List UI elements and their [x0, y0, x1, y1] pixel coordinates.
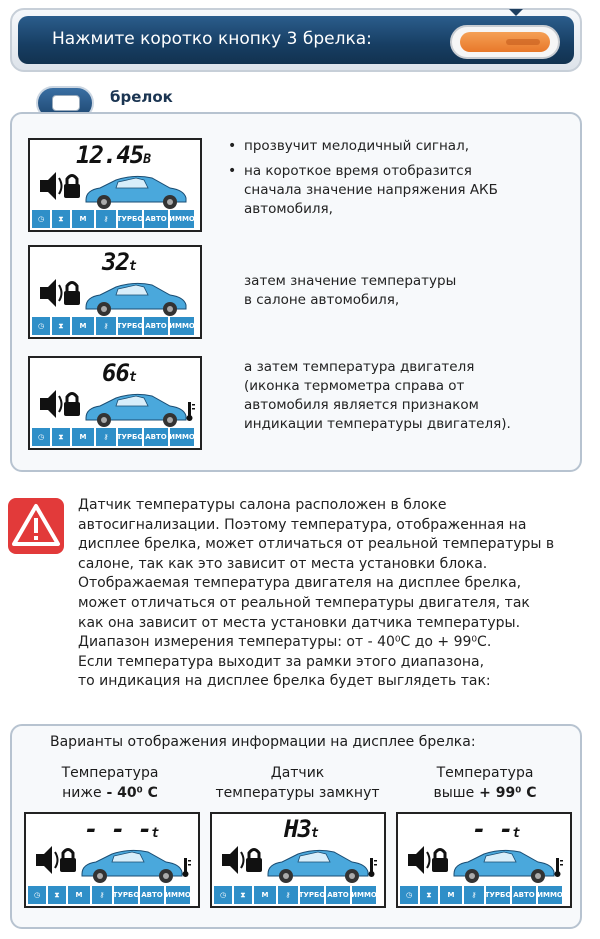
siren-icon [222, 846, 244, 874]
lcd-value: Н3 [284, 815, 311, 843]
key-icon: ⚷ [96, 210, 116, 228]
siren-icon [40, 390, 62, 418]
turbo-label: ТУРБО [300, 886, 324, 904]
status-icon-row [32, 210, 198, 228]
lcd-value: 32 [102, 248, 129, 276]
lcd-display-above-range [396, 812, 572, 908]
lcd-reading [84, 815, 159, 843]
key-fob-icon [450, 25, 560, 59]
auto-label: АВТО [140, 886, 164, 904]
siren-icon [40, 279, 62, 307]
mode-icon: M [440, 886, 462, 904]
siren-icon [408, 846, 430, 874]
warning-triangle-icon [8, 498, 64, 554]
auto-label: АВТО [144, 428, 168, 446]
lcd-unit: t [310, 826, 319, 841]
turbo-label: ТУРБО [118, 210, 142, 228]
key-icon: ⚷ [464, 886, 484, 904]
button-pointer-icon [509, 9, 523, 16]
siren-icon [36, 846, 58, 874]
variant-low-caption: Температура ниже - 40⁰ С [61, 765, 159, 801]
car-icon [36, 384, 196, 430]
warning-text: Датчик температуры салона расположен в блоке автосигнализации. Поэтому температура, отображенная на дисплее брелка, может отличаться от реальной температуры в салоне, так как это зависит от места установки блока. Отображаемая температура двигателя на дисплее брелка, может отличаться от реальной температуры двигателя, так как она зависит от места установки датчика температуры. Диапазон измерения температуры: от - 40⁰С до + 99⁰С. Если температура выходит за рамки этого диапазона, то индикация на дисплее брелка будет выглядеть так: [78, 497, 555, 690]
lock-icon [246, 850, 262, 873]
auto-label: АВТО [144, 317, 168, 335]
turbo-label: ТУРБО [118, 317, 142, 335]
lcd-unit: t [128, 259, 137, 274]
status-icon-row [32, 317, 198, 335]
siren-icon [40, 172, 62, 200]
variant-high-caption: Температура выше + 99⁰ С [433, 765, 537, 801]
step-1-text [228, 137, 498, 219]
step-1-bullet: • прозвучит мелодичный сигнал, [228, 137, 498, 156]
key-icon: ⚷ [278, 886, 298, 904]
clock-icon: ◷ [400, 886, 418, 904]
lcd-reading [472, 815, 520, 843]
clock-icon: ◷ [28, 886, 46, 904]
car-icon [404, 840, 564, 886]
step-3-text: а затем температура двигателя (иконка термометра справа от автомобиля является признаком индикации температуры двигателя). [244, 359, 511, 432]
lcd-reading [102, 359, 137, 387]
lock-icon [64, 283, 80, 306]
thermometer-icon [187, 402, 196, 421]
car-icon [36, 166, 196, 212]
step-2-text: затем значение температуры в салоне автомобиля, [244, 273, 457, 308]
instruction-header [10, 8, 582, 72]
mode-icon: M [254, 886, 276, 904]
thermometer-icon [555, 858, 564, 877]
lcd-display-voltage [28, 138, 202, 232]
lock-icon [432, 850, 448, 873]
hourglass-icon: ⧗ [52, 428, 70, 446]
status-icon-row [28, 886, 196, 904]
key-icon: ⚷ [92, 886, 112, 904]
car-icon [36, 273, 196, 319]
lock-icon [64, 176, 80, 199]
header-bar [18, 16, 574, 64]
key-icon: ⚷ [96, 317, 116, 335]
clock-icon: ◷ [32, 210, 50, 228]
lcd-value: 66 [102, 359, 129, 387]
mode-icon: M [72, 317, 94, 335]
lcd-display-engine-temp [28, 356, 202, 450]
clock-icon: ◷ [32, 428, 50, 446]
thermometer-icon [183, 858, 192, 877]
lcd-unit: t [128, 370, 137, 385]
lcd-unit: t [512, 826, 521, 841]
lcd-reading [102, 248, 137, 276]
lcd-value: 12.45 [76, 141, 144, 169]
lcd-reading [284, 815, 319, 843]
turbo-label: ТУРБО [486, 886, 510, 904]
hourglass-icon: ⧗ [420, 886, 438, 904]
lcd-display-below-range [24, 812, 200, 908]
lock-icon [64, 394, 80, 417]
variants-title: Варианты отображения информации на дисплее брелка: [50, 734, 476, 750]
clock-icon: ◷ [32, 317, 50, 335]
lcd-reading [76, 141, 151, 169]
status-icon-row [400, 886, 568, 904]
header-title: Нажмите коротко кнопку 3 брелка: [52, 29, 372, 49]
immo-label: ИММО [352, 886, 376, 904]
lcd-unit: В [143, 152, 152, 167]
lcd-value: - - - [84, 815, 152, 843]
lcd-value: - - [472, 815, 513, 843]
hourglass-icon: ⧗ [52, 210, 70, 228]
step-1-bullet-2: • на короткое время отобразится сначала значение напряжения АКБ автомобиля, [228, 162, 498, 219]
immo-label: ИММО [166, 886, 190, 904]
immo-label: ИММО [538, 886, 562, 904]
lock-icon [60, 850, 76, 873]
auto-label: АВТО [144, 210, 168, 228]
mode-icon: M [72, 428, 94, 446]
status-icon-row [214, 886, 382, 904]
key-icon: ⚷ [96, 428, 116, 446]
car-icon [218, 840, 378, 886]
thermometer-icon [369, 858, 378, 877]
status-icon-row [32, 428, 198, 446]
auto-label: АВТО [512, 886, 536, 904]
mode-icon: M [68, 886, 90, 904]
lcd-display-sensor-short [210, 812, 386, 908]
variant-short-caption: Датчик температуры замкнут [215, 765, 380, 801]
clock-icon: ◷ [214, 886, 232, 904]
lcd-unit: t [151, 826, 160, 841]
auto-label: АВТО [326, 886, 350, 904]
hourglass-icon: ⧗ [52, 317, 70, 335]
hourglass-icon: ⧗ [234, 886, 252, 904]
section-label: брелок [110, 88, 173, 106]
turbo-label: ТУРБО [114, 886, 138, 904]
car-icon [32, 840, 192, 886]
hourglass-icon: ⧗ [48, 886, 66, 904]
mode-icon: M [72, 210, 94, 228]
turbo-label: ТУРБО [118, 428, 142, 446]
immo-label: ИММО [170, 210, 194, 228]
immo-label: ИММО [170, 317, 194, 335]
lcd-display-cabin-temp [28, 245, 202, 339]
immo-label: ИММО [170, 428, 194, 446]
